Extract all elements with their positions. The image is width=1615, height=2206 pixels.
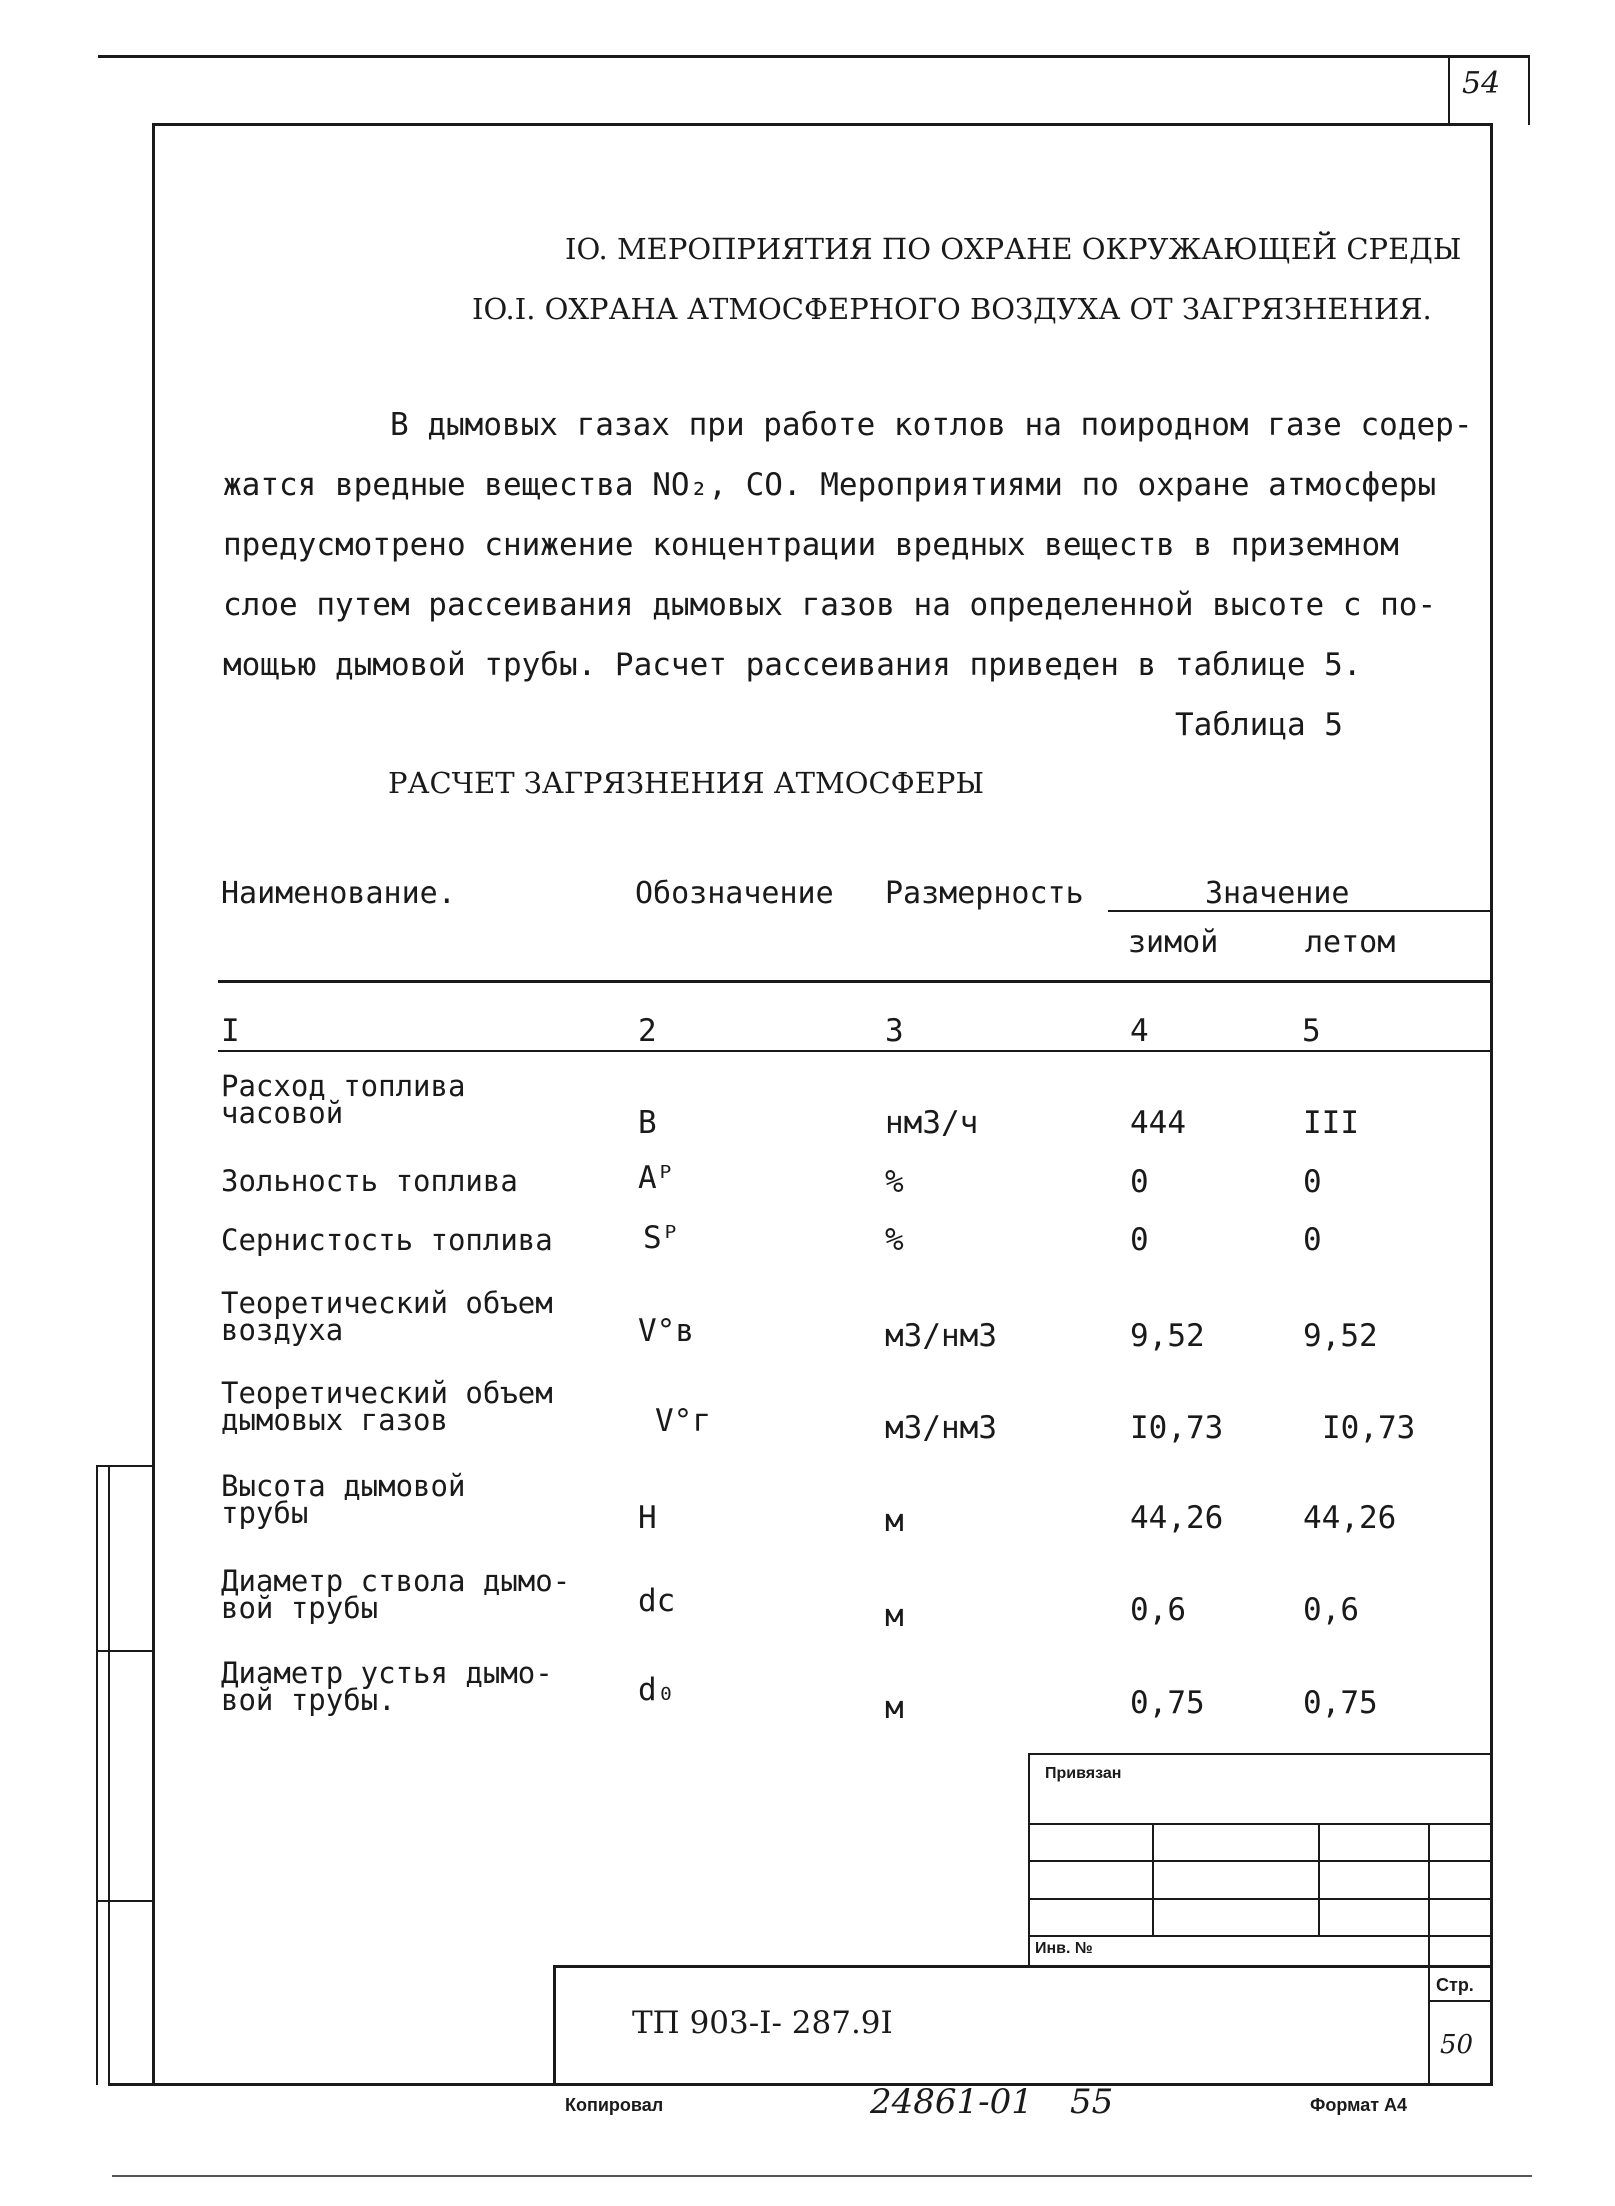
table-row-name: Высота дымовой трубы — [221, 1469, 466, 1530]
table-row-unit: нм3/ч — [885, 1105, 979, 1141]
table-row-name: Теоретический объем воздуха — [221, 1286, 553, 1347]
col-number-2: 2 — [638, 1013, 657, 1049]
header-summer: летом — [1305, 925, 1396, 960]
table-row-name: Диаметр устья дымо- вой трубы. — [221, 1656, 553, 1717]
table-row-summer: III — [1303, 1105, 1359, 1141]
corner-box-left — [1448, 55, 1450, 125]
frame-bottom-border — [108, 2083, 1493, 2086]
table-row-unit: % — [885, 1222, 904, 1258]
table-row-summer: 0,6 — [1303, 1592, 1359, 1628]
footer-copied-label: Копировал — [565, 2095, 664, 2115]
binding-strip-div2 — [96, 1900, 154, 1902]
stamp-grid-h2 — [1028, 1860, 1493, 1862]
subsection-heading: IO.I. ОХРАНА АТМОСФЕРНОГО ВОЗДУХА ОТ ЗАГРЯЗНЕНИЯ. — [472, 292, 1432, 326]
table-row-unit: % — [885, 1164, 904, 1200]
table-row-designation: V°в — [638, 1313, 694, 1349]
table-row-designation: V°г — [655, 1403, 711, 1439]
table-row-name: Сернистость топлива — [221, 1223, 553, 1257]
corner-box-right — [1528, 55, 1530, 125]
table-row-winter: 0,6 — [1130, 1592, 1186, 1628]
table-label: Таблица 5 — [1175, 707, 1343, 743]
table-row-unit: м — [885, 1690, 904, 1726]
table-title: РАСЧЕТ ЗАГРЯЗНЕНИЯ АТМОСФЕРЫ — [388, 766, 984, 800]
table-row-unit: м — [885, 1503, 904, 1539]
table-row-winter: 44,26 — [1130, 1500, 1224, 1536]
footer-handwritten-number: 24861-01 — [870, 2082, 1033, 2122]
footer-format-label: Формат А4 — [1310, 2095, 1408, 2115]
frame-right-border — [1490, 123, 1493, 2085]
binding-strip-inner — [96, 1465, 98, 2085]
section-heading: IO. МЕРОПРИЯТИЯ ПО ОХРАНЕ ОКРУЖАЮЩЕЙ СРЕДЫ — [565, 232, 1462, 266]
header-dimension: Размерность — [885, 876, 1084, 911]
col-number-4: 4 — [1130, 1013, 1149, 1049]
table-row-name: Теоретический объем дымовых газов — [221, 1376, 553, 1437]
table-row-summer: I0,73 — [1322, 1410, 1416, 1446]
stamp-page-label: Стр. — [1436, 1975, 1474, 1995]
table-row-name: Диаметр ствола дымо- вой трубы — [221, 1564, 571, 1625]
header-bottom-rule — [218, 980, 1492, 983]
stamp-page-divider — [1428, 1965, 1430, 2085]
header-value: Значение — [1205, 876, 1350, 911]
table-row-summer: 0 — [1303, 1222, 1322, 1258]
binding-strip-top — [96, 1465, 154, 1467]
frame-top-border — [152, 123, 1492, 126]
paragraph-line-1: В дымовых газах при работе котлов на поиродном газе содер- — [390, 407, 1473, 443]
table-row-summer: 44,26 — [1303, 1500, 1397, 1536]
stamp-grid-v1 — [1152, 1823, 1154, 1935]
stamp-page-number: 50 — [1440, 2030, 1474, 2060]
table-row-designation: dс — [638, 1583, 676, 1619]
paragraph-line-4: слое путем рассеивания дымовых газов на определенной высоте с по- — [223, 587, 1437, 623]
header-designation: Обозначение — [635, 876, 834, 911]
bottom-edge-rule — [112, 2175, 1532, 2177]
paragraph-line-5: мощью дымовой трубы. Расчет рассеивания приведен в таблице 5. — [223, 647, 1362, 683]
footer-handwritten-page: 55 — [1070, 2082, 1114, 2122]
stamp-main-top — [553, 1965, 1493, 1968]
table-row-winter: 0,75 — [1130, 1685, 1205, 1721]
binding-strip-outer — [108, 1465, 110, 2085]
col-number-1: I — [221, 1013, 240, 1049]
table-row-summer: 0 — [1303, 1164, 1322, 1200]
table-row-summer: 0,75 — [1303, 1685, 1378, 1721]
header-winter: зимой — [1128, 925, 1219, 960]
table-row-designation: B — [638, 1105, 657, 1141]
stamp-grid-h4 — [1028, 1935, 1493, 1937]
binding-strip-div1 — [96, 1650, 154, 1652]
table-row-name: Зольность топлива — [221, 1164, 518, 1198]
stamp-grid-h3 — [1028, 1898, 1493, 1900]
table-row-winter: 0 — [1130, 1222, 1149, 1258]
table-row-designation: H — [638, 1500, 657, 1536]
table-row-summer: 9,52 — [1303, 1318, 1378, 1354]
table-row-designation: d₀ — [638, 1672, 676, 1708]
stamp-inv-label: Инв. № — [1035, 1940, 1093, 1957]
stamp-upper-left — [1028, 1753, 1030, 1965]
header-name: Наименование. — [221, 876, 456, 911]
stamp-page-label-rule — [1428, 2000, 1493, 2002]
col-number-rule — [218, 1050, 1492, 1052]
stamp-upper-top — [1028, 1753, 1493, 1755]
table-row-winter: 0 — [1130, 1164, 1149, 1200]
table-row-winter: I0,73 — [1130, 1410, 1224, 1446]
page-corner-number: 54 — [1462, 66, 1501, 101]
table-row-designation: Sᴾ — [643, 1220, 681, 1256]
table-row-winter: 444 — [1130, 1105, 1186, 1141]
col-number-5: 5 — [1302, 1013, 1321, 1049]
paragraph-line-2: жатся вредные вещества NO₂, CO. Мероприятиями по охране атмосферы — [223, 467, 1437, 503]
table-row-designation: Aᴾ — [638, 1160, 676, 1196]
table-row-unit: м — [885, 1598, 904, 1634]
stamp-doc-code: ТП 903-I- 287.9I — [632, 2005, 893, 2041]
stamp-grid-v3 — [1428, 1823, 1430, 1965]
col-number-3: 3 — [885, 1013, 904, 1049]
paragraph-line-3: предусмотрено снижение концентрации вредных веществ в приземном — [223, 527, 1399, 563]
stamp-privyazan-label: Привязан — [1045, 1765, 1122, 1782]
stamp-grid-v2 — [1318, 1823, 1320, 1935]
outer-top-border — [98, 55, 1530, 58]
stamp-main-left — [553, 1965, 556, 2085]
frame-left-border — [152, 123, 155, 2085]
table-row-unit: м3/нм3 — [885, 1410, 997, 1446]
stamp-grid-h1 — [1028, 1823, 1493, 1825]
table-row-name: Расход топлива часовой — [221, 1069, 466, 1130]
table-row-unit: м3/нм3 — [885, 1318, 997, 1354]
table-row-winter: 9,52 — [1130, 1318, 1205, 1354]
